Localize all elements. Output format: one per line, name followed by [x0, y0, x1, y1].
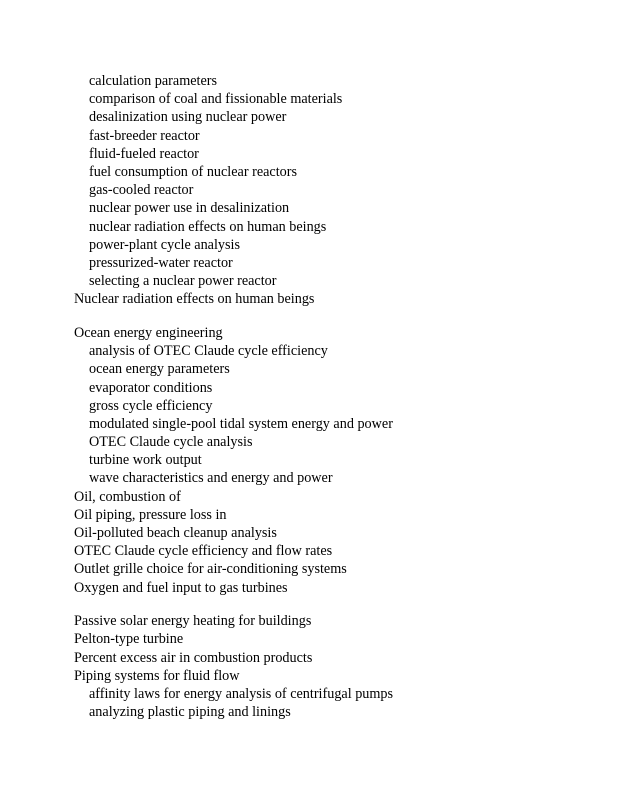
- index-subentry: nuclear power use in desalinization: [89, 200, 290, 217]
- index-subentry: calculation parameters: [89, 73, 218, 89]
- index-entry: Percent excess air in combustion products: [74, 649, 313, 666]
- index-entry: Ocean energy engineering: [74, 324, 223, 341]
- index-subentry: evaporator conditions: [89, 379, 213, 396]
- index-entry: Oil-polluted beach cleanup analysis: [74, 525, 277, 541]
- index-subentry: analysis of OTEC Claude cycle efficiency: [89, 343, 328, 360]
- index-entry: OTEC Claude cycle efficiency and flow rates: [74, 543, 333, 560]
- index-group-p: [74, 612, 604, 721]
- index-entry: Pelton-type turbine: [74, 631, 184, 648]
- index-subentry: gross cycle efficiency: [89, 397, 213, 414]
- index-entry: Oil piping, pressure loss in: [74, 506, 227, 523]
- index-entry: Nuclear radiation effects on human beings: [74, 291, 315, 308]
- index-subentry: nuclear radiation effects on human beings: [89, 218, 327, 235]
- index-subentry: fast-breeder reactor: [89, 127, 200, 144]
- index-subentry: desalinization using nuclear power: [89, 109, 287, 126]
- index-subentry: fluid-fueled reactor: [89, 145, 199, 162]
- index-group-n: [74, 72, 604, 308]
- index-subentry: fuel consumption of nuclear reactors: [89, 163, 298, 180]
- index-group-o: [74, 324, 604, 597]
- index-subentry: OTEC Claude cycle analysis: [89, 434, 253, 451]
- index-subentry: analyzing plastic piping and linings: [89, 704, 291, 721]
- index-entry: Outlet grille choice for air-conditioning systems: [74, 561, 347, 578]
- index-subentry: ocean energy parameters: [89, 361, 230, 378]
- index-subentry: selecting a nuclear power reactor: [89, 273, 277, 290]
- index-entry: Oxygen and fuel input to gas turbines: [74, 579, 288, 596]
- index-subentry: gas-cooled reactor: [89, 182, 194, 199]
- index-page: [74, 72, 604, 721]
- index-entry: Piping systems for fluid flow: [74, 667, 240, 684]
- index-subentry: affinity laws for energy analysis of centrifugal pumps: [89, 686, 394, 702]
- index-subentry: wave characteristics and energy and power: [89, 470, 333, 487]
- index-subentry: power-plant cycle analysis: [89, 236, 240, 253]
- index-entry: Oil, combustion of: [74, 488, 181, 505]
- index-entry: Passive solar energy heating for buildings: [74, 613, 312, 630]
- index-subentry: turbine work output: [89, 452, 202, 469]
- index-subentry: pressurized-water reactor: [89, 254, 233, 271]
- index-subentry: modulated single-pool tidal system energy and power: [89, 415, 393, 432]
- index-subentry: comparison of coal and fissionable materials: [89, 91, 343, 108]
